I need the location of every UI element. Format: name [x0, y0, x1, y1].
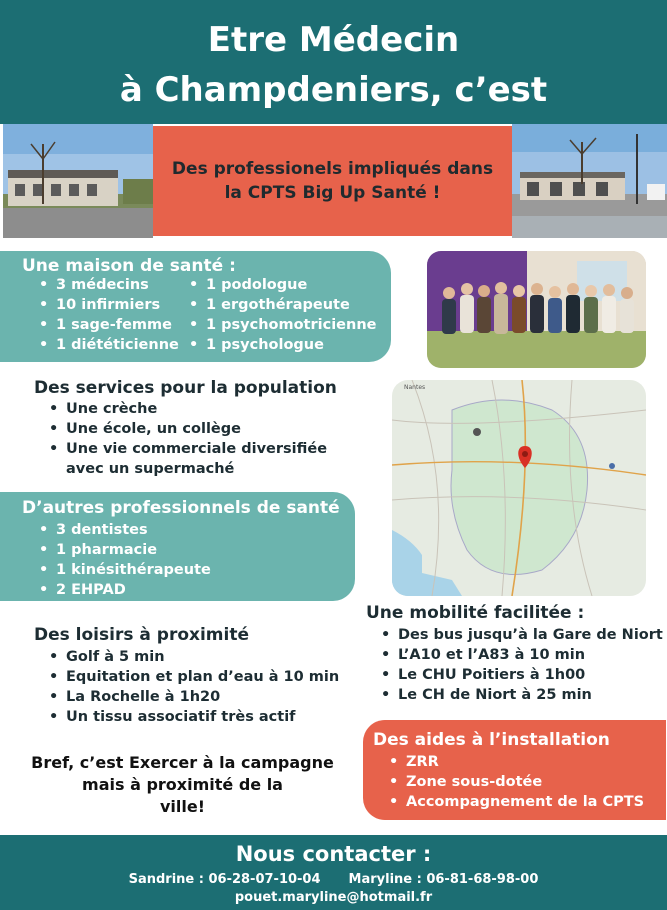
- contact-footer: [0, 835, 667, 910]
- list-item: • 3 dentistes: [34, 520, 211, 540]
- list-item: avec un supermaché: [66, 461, 235, 477]
- health-center-photo-right: [512, 124, 667, 238]
- aides-installation-title: Des aides à l’installation: [373, 730, 610, 750]
- list-item: • La Rochelle à 1h20: [44, 687, 339, 707]
- list-item: • Accompagnement de la CPTS: [384, 792, 644, 812]
- list-item: • Le CH de Niort à 25 min: [376, 685, 663, 705]
- services-title: Des services pour la population: [34, 378, 337, 398]
- list-item: • Une vie commerciale diversifiée: [44, 439, 327, 459]
- list-item: • ZRR: [384, 752, 644, 772]
- conclusion-line1: Bref, c’est Exercer à la campagne: [31, 753, 334, 772]
- list-item: • 1 ergothérapeute: [184, 295, 376, 315]
- location-map: [392, 380, 646, 596]
- list-item: • 1 diététicienne: [34, 335, 179, 355]
- list-item: • 2 EHPAD: [34, 580, 211, 600]
- map-label-nantes: Nantes: [404, 384, 426, 391]
- list-item: • 1 psychomotricienne: [184, 315, 376, 335]
- conclusion-line2: mais à proximité de la: [82, 775, 283, 794]
- contact-title: Nous contacter :: [235, 842, 432, 866]
- autres-professionnels-list: [34, 520, 211, 600]
- contact-maryline: Maryline : 06-81-68-98-00: [348, 872, 539, 887]
- loisirs-list: [44, 647, 339, 727]
- list-item: • 1 psychologue: [184, 335, 376, 355]
- list-item: • 1 kinésithérapeute: [34, 560, 211, 580]
- list-item: • Zone sous-dotée: [384, 772, 644, 792]
- list-item: • Un tissu associatif très actif: [44, 707, 339, 727]
- cpts-banner: [153, 126, 512, 236]
- list-item: • L’A10 et l’A83 à 10 min: [376, 645, 663, 665]
- contact-phones: [0, 871, 667, 889]
- loisirs-title: Des loisirs à proximité: [34, 625, 249, 645]
- aides-installation-list: [384, 752, 644, 812]
- autres-professionnels-title: D’autres professionnels de santé: [22, 498, 340, 518]
- list-item: • 1 podologue: [184, 275, 376, 295]
- list-item: • 10 infirmiers: [34, 295, 179, 315]
- services-list: [44, 399, 327, 479]
- conclusion-text: [10, 752, 355, 818]
- page-title-line1: Etre Médecin: [207, 20, 460, 60]
- contact-email[interactable]: pouet.maryline@hotmail.fr: [234, 890, 433, 905]
- list-item: • 3 médecins: [34, 275, 179, 295]
- maison-left-list: [34, 275, 179, 355]
- contact-sandrine: Sandrine : 06-28-07-10-04: [128, 872, 321, 887]
- list-item: • Une école, un collège: [44, 419, 327, 439]
- banner-line1: Des professionels impliqués dans: [171, 159, 494, 179]
- list-item: • Equitation et plan d’eau à 10 min: [44, 667, 339, 687]
- page-title-line2: à Champdeniers, c’est: [119, 70, 548, 110]
- list-item: • 1 pharmacie: [34, 540, 211, 560]
- maison-right-list: [184, 275, 376, 355]
- list-item: • Le CHU Poitiers à 1h00: [376, 665, 663, 685]
- banner-line2: la CPTS Big Up Santé !: [224, 183, 441, 203]
- conclusion-line3: ville!: [159, 797, 206, 816]
- list-item: • Golf à 5 min: [44, 647, 339, 667]
- team-photo: [427, 251, 646, 368]
- mobilite-list: [376, 625, 663, 705]
- maison-sante-title: Une maison de santé :: [22, 256, 236, 276]
- list-item: • Des bus jusqu’à la Gare de Niort: [376, 625, 663, 645]
- header-banner: [0, 0, 667, 124]
- list-item: • Une crèche: [44, 399, 327, 419]
- health-center-photo-left: [3, 124, 153, 238]
- mobilite-title: Une mobilité facilitée :: [366, 603, 585, 623]
- list-item: • 1 sage-femme: [34, 315, 179, 335]
